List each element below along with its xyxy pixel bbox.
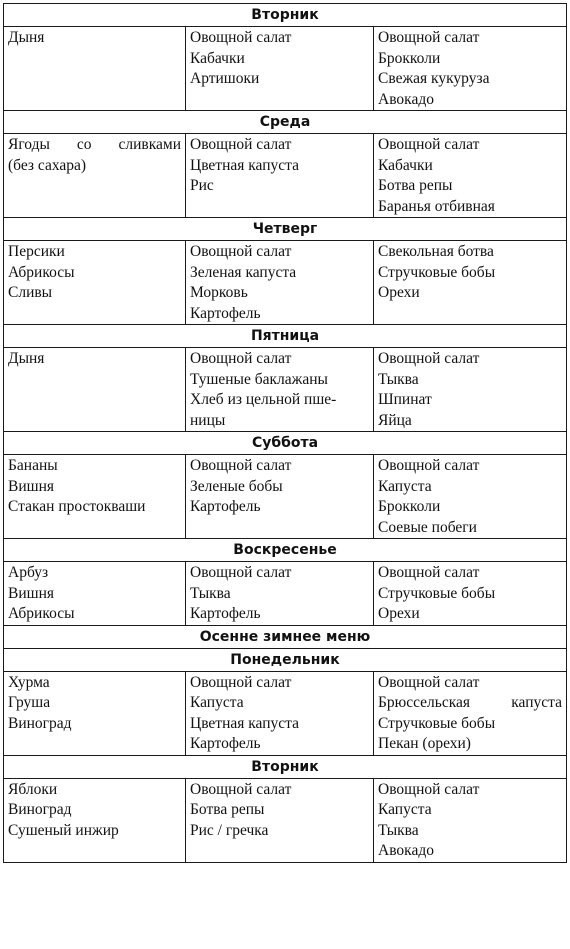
lunch-item: Тыква (190, 584, 231, 602)
dinner-cell (374, 562, 567, 626)
fruits-item: Вишня (8, 477, 54, 495)
fruits-item: (без сахара) (8, 156, 87, 174)
lunch-item: Зеленые бобы (190, 477, 283, 495)
lunch-cell (186, 455, 374, 539)
fruits-cell (4, 348, 186, 432)
dinner-cell (374, 241, 567, 325)
lunch-item: Овощной салат (190, 564, 292, 581)
fruits-item: Сливы (8, 284, 53, 301)
day-header-row (4, 4, 567, 27)
day-title: Среда (4, 111, 567, 134)
dinner-item: Соевые побеги (378, 518, 477, 536)
dinner-item: Овощной салат (378, 673, 480, 691)
fruits-item: Виноград (8, 714, 72, 732)
fruits-cell (4, 134, 186, 218)
lunch-item: Овощной салат (190, 136, 292, 153)
lunch-item: Овощной салат (190, 673, 292, 691)
lunch-cell (186, 241, 374, 325)
dinner-cell (374, 778, 567, 862)
day-header-row (4, 755, 567, 778)
dinner-cell (374, 455, 567, 539)
dinner-item: Авокадо (378, 842, 434, 859)
dinner-item: Пекан (орехи) (378, 735, 471, 752)
lunch-item: Зеленая капуста (190, 263, 297, 281)
day-title: Воскресенье (4, 539, 567, 562)
lunch-item: Картофель (190, 735, 261, 752)
fruits-cell (4, 455, 186, 539)
dinner-cell (374, 134, 567, 218)
fruits-item: Абрикосы (8, 605, 75, 622)
lunch-item: Рис / гречка (190, 821, 269, 839)
day-title: Понедельник (4, 648, 567, 671)
day-title: Вторник (4, 4, 567, 27)
lunch-item: Овощной салат (190, 780, 292, 798)
lunch-cell (186, 27, 374, 111)
lunch-item: Капуста (190, 694, 244, 711)
dinner-cell (374, 27, 567, 111)
fruits-cell (4, 27, 186, 111)
lunch-cell (186, 134, 374, 218)
day-header-row (4, 218, 567, 241)
dinner-item: Свежая кукуруза (378, 70, 490, 87)
day-title: Суббота (4, 432, 567, 455)
dinner-item: Авокадо (378, 90, 434, 108)
meal-row (4, 671, 567, 755)
day-title: Пятница (4, 325, 567, 348)
dinner-item: Овощной салат (378, 29, 480, 46)
fruits-cell (4, 778, 186, 862)
dinner-item: Овощной салат (378, 780, 480, 798)
fruits-item: Виноград (8, 801, 72, 818)
dinner-cell (374, 348, 567, 432)
fruits-item: Арбуз (8, 564, 49, 581)
dinner-item: Брокколи (378, 49, 441, 67)
dinner-item: Орехи (378, 284, 420, 301)
dinner-item: Шпинат (378, 391, 432, 408)
lunch-item: Овощной салат (190, 243, 292, 260)
lunch-cell (186, 671, 374, 755)
fruits-cell (4, 562, 186, 626)
day-title: Четверг (4, 218, 567, 241)
lunch-item: Овощной салат (190, 457, 292, 474)
lunch-item: ницы (190, 411, 226, 429)
lunch-item: Хлеб из цельной пше- (190, 391, 337, 408)
lunch-item: Цветная капуста (190, 714, 299, 732)
lunch-cell (186, 778, 374, 862)
dinner-item: Стручковые бобы (378, 714, 496, 732)
dinner-item: Овощной салат (378, 564, 480, 581)
meal-row (4, 455, 567, 539)
dinner-item: Капуста (378, 801, 432, 818)
fruits-item: Груша (8, 694, 51, 711)
dinner-item: Яйца (378, 411, 412, 429)
fruits-item: Сушеный инжир (8, 821, 119, 839)
day-header-row (4, 325, 567, 348)
lunch-item: Овощной салат (190, 29, 292, 46)
day-title: Осенне зимнее меню (4, 625, 567, 648)
fruits-item: Бананы (8, 457, 58, 474)
day-header-row (4, 111, 567, 134)
meal-row (4, 27, 567, 111)
dinner-item: Тыква (378, 370, 419, 388)
lunch-item: Ботва репы (190, 801, 265, 818)
fruits-item: Персики (8, 243, 65, 260)
dinner-item: Орехи (378, 605, 420, 622)
dinner-item: Баранья отбивная (378, 197, 495, 215)
lunch-item: Артишоки (190, 70, 260, 87)
dinner-item: Капуста (378, 477, 432, 495)
dinner-item: Стручковые бобы (378, 263, 496, 281)
dinner-item: Кабачки (378, 156, 433, 174)
meal-row (4, 134, 567, 218)
lunch-cell (186, 348, 374, 432)
lunch-item: Морковь (190, 284, 248, 301)
dinner-item: Брокколи (378, 498, 441, 515)
fruits-item: Яблоки (8, 780, 58, 798)
dinner-item: Брюссельская капуста (378, 694, 563, 711)
fruits-item: Ягоды со сливками (8, 136, 181, 153)
day-header-row (4, 625, 567, 648)
menu-table (3, 3, 567, 863)
lunch-cell (186, 562, 374, 626)
day-header-row (4, 432, 567, 455)
lunch-item: Рис (190, 177, 214, 194)
lunch-item: Картофель (190, 605, 261, 622)
dinner-item: Тыква (378, 821, 419, 839)
meal-row (4, 348, 567, 432)
dinner-item: Свекольная ботва (378, 243, 494, 260)
meal-row (4, 241, 567, 325)
lunch-item: Кабачки (190, 49, 245, 67)
fruits-item: Дыня (8, 350, 45, 367)
fruits-cell (4, 671, 186, 755)
lunch-item: Картофель (190, 304, 261, 322)
day-header-row (4, 539, 567, 562)
lunch-item: Тушеные баклажаны (190, 370, 328, 388)
fruits-item: Вишня (8, 584, 54, 602)
lunch-item: Картофель (190, 498, 261, 515)
day-title: Вторник (4, 755, 567, 778)
lunch-item: Цветная капуста (190, 156, 299, 174)
dinner-item: Овощной салат (378, 350, 480, 367)
fruits-item: Хурма (8, 673, 50, 691)
meal-row (4, 562, 567, 626)
fruits-cell (4, 241, 186, 325)
meal-row (4, 778, 567, 862)
dinner-cell (374, 671, 567, 755)
lunch-item: Овощной салат (190, 350, 292, 367)
fruits-item: Дыня (8, 29, 45, 46)
dinner-item: Стручковые бобы (378, 584, 496, 602)
fruits-item: Абрикосы (8, 263, 75, 281)
fruits-item: Стакан простокваши (8, 498, 146, 515)
day-header-row (4, 648, 567, 671)
dinner-item: Овощной салат (378, 136, 480, 153)
dinner-item: Ботва репы (378, 177, 453, 194)
dinner-item: Овощной салат (378, 457, 480, 474)
